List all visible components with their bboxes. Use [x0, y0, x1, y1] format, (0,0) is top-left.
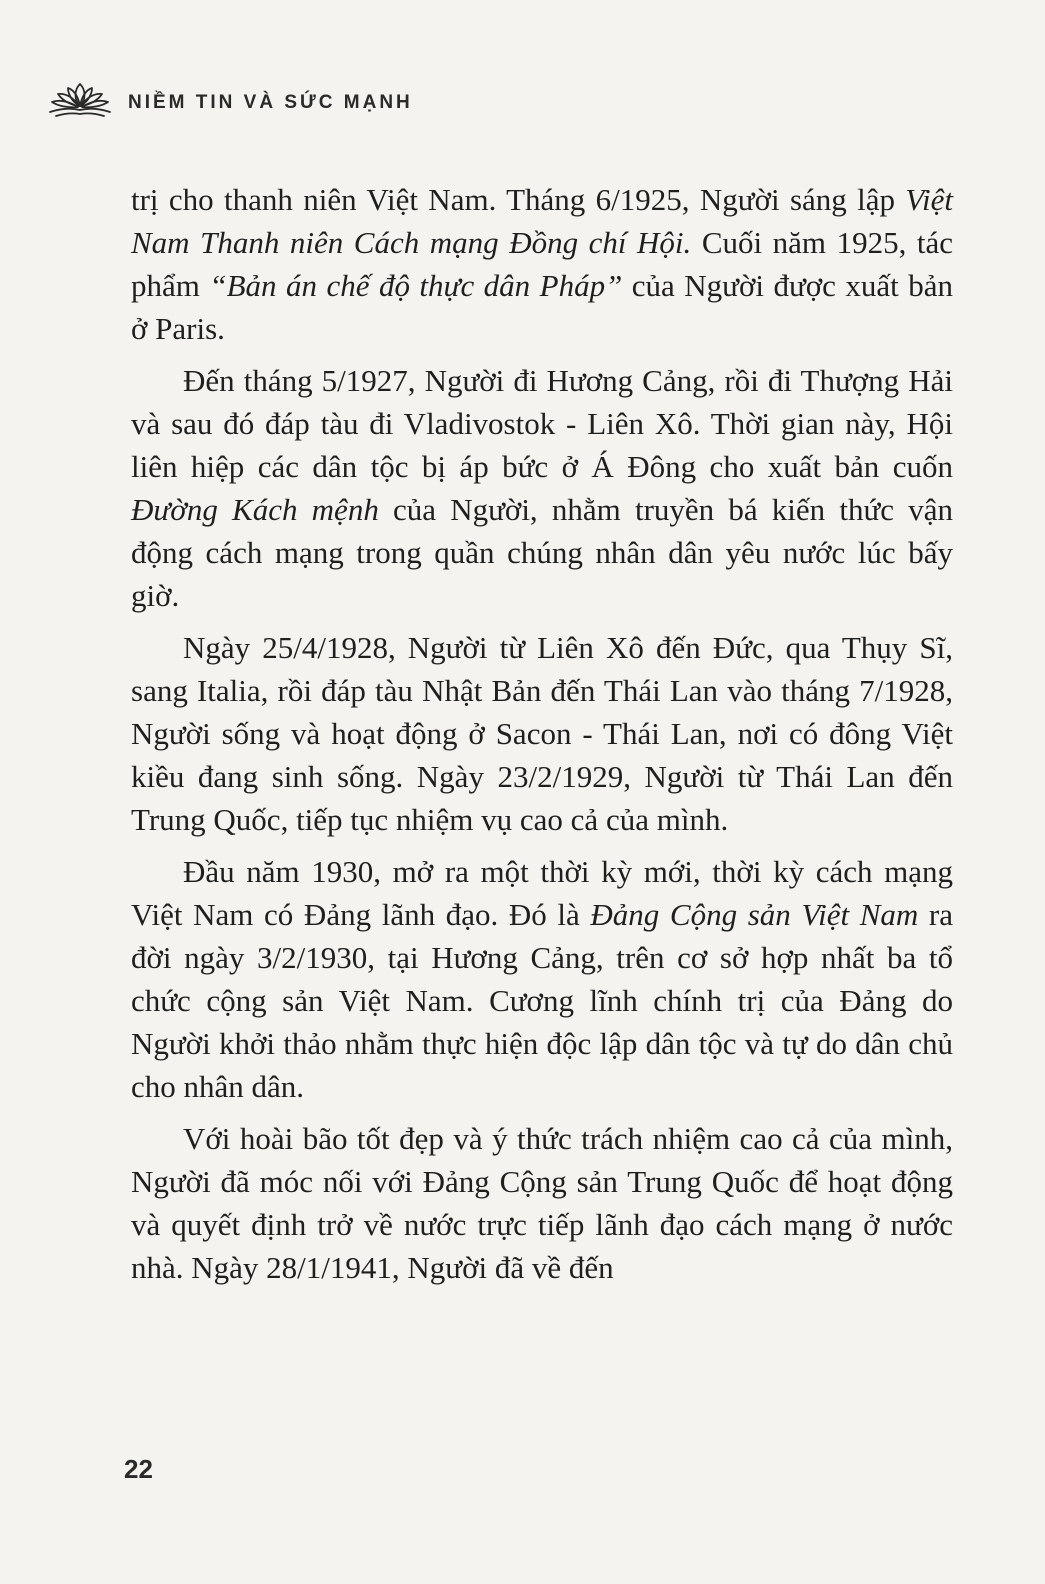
page-number: 22 — [124, 1454, 153, 1484]
party-name-italic: Đảng Cộng sản Việt Nam — [590, 897, 919, 932]
body-text — [131, 178, 953, 1289]
paragraph — [131, 359, 953, 617]
paragraph-text: Đầu năm 1930, mở ra một thời kỳ mới, thời kỳ cách mạng Việt Nam có Đảng lãnh đạo. Đó là — [131, 854, 953, 932]
paragraph — [131, 1117, 953, 1289]
paragraph — [131, 850, 953, 1108]
paragraph — [131, 178, 953, 350]
book-title-italic: Việt Nam Thanh niên Cách mạng Đồng chí Hội. — [131, 182, 953, 260]
paragraph-text: Với hoài bão tốt đẹp và ý thức trách nhiệm cao cả của mình, Người đã móc nối với Đảng Cộng sản Trung Quốc để hoạt động và quyết định trở về nước trực tiếp lãnh đạo cách mạng ở nước nhà. Ngày 28/1/1941, Người đã về đến — [131, 1121, 953, 1285]
paragraph-text: của Người, nhằm truyền bá kiến thức vận động cách mạng trong quần chúng nhân dân yêu nước lúc bấy giờ. — [131, 492, 953, 613]
lotus-icon — [46, 78, 114, 120]
paragraph — [131, 626, 953, 841]
paragraph-text: Ngày 25/4/1928, Người từ Liên Xô đến Đức, qua Thụy Sĩ, sang Italia, rồi đáp tàu Nhật Bản đến Thái Lan vào tháng 7/1928, Người sống và hoạt động ở Sacon - Thái Lan, nơi có đông Việt kiều đang sinh sống. Ngày 23/2/1929, Người từ Thái Lan đến Trung Quốc, tiếp tục nhiệm vụ cao cả của mình. — [131, 630, 953, 837]
running-header — [46, 78, 413, 120]
paragraph-text: Cuối năm 1925, tác phẩm — [131, 225, 953, 303]
running-header-title: NIỀM TIN VÀ SỨC MẠNH — [128, 92, 413, 113]
paragraph-text: ra đời ngày 3/2/1930, tại Hương Cảng, trên cơ sở hợp nhất ba tổ chức cộng sản Việt Nam. Cương lĩnh chính trị của Đảng do Người khởi thảo nhằm thực hiện độc lập dân tộc và tự do dân chủ cho nhân dân. — [131, 897, 953, 1104]
paragraph-text: Đến tháng 5/1927, Người đi Hương Cảng, rồi đi Thượng Hải và sau đó đáp tàu đi Vladivostok - Liên Xô. Thời gian này, Hội liên hiệp các dân tộc bị áp bức ở Á Đông cho xuất bản cuốn — [131, 363, 953, 484]
book-title-italic: Đường Kách mệnh — [131, 492, 379, 527]
book-title-italic: “Bản án chế độ thực dân Pháp” — [209, 268, 623, 303]
paragraph-text: trị cho thanh niên Việt Nam. Tháng 6/1925, Người sáng lập — [131, 182, 906, 217]
paragraph-text: của Người được xuất bản ở Paris. — [131, 268, 953, 346]
